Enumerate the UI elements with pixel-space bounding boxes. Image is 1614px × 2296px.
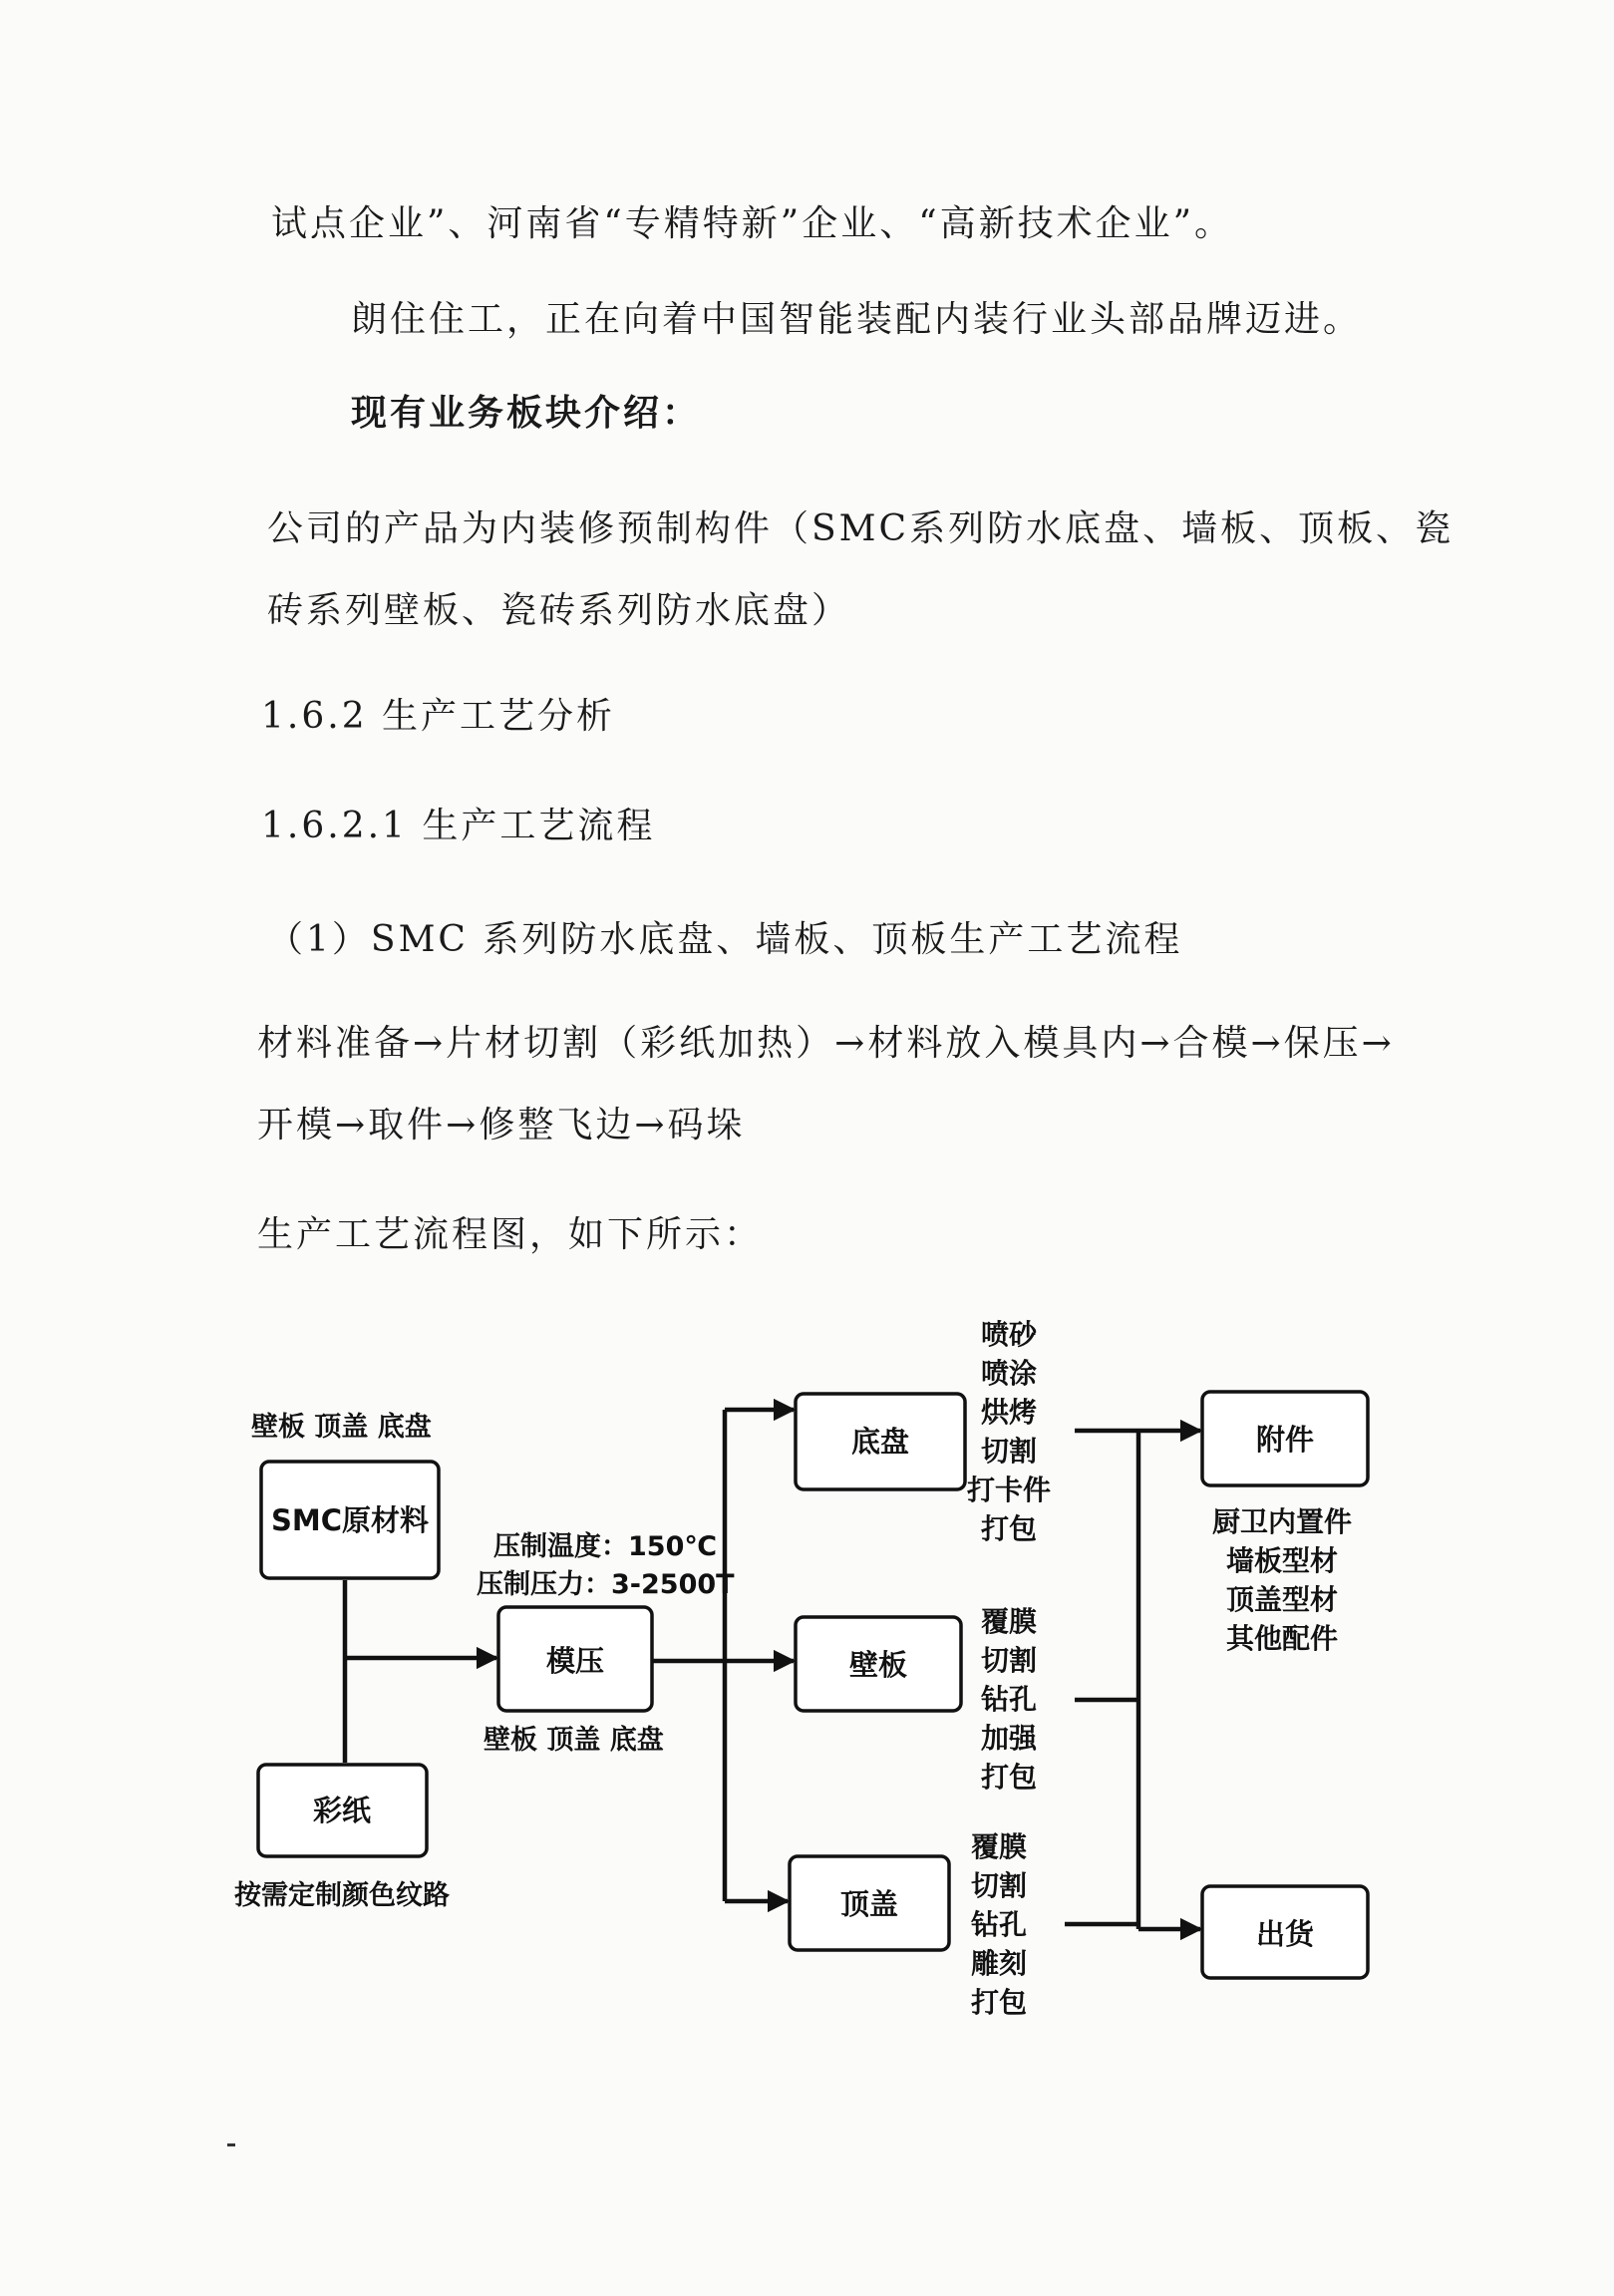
- node-mold-label: 模压: [545, 1644, 605, 1678]
- node-dipan-label: 底盘: [850, 1425, 910, 1459]
- subheading-smc-process: （1）SMC 系列防水底盘、墙板、顶板生产工艺流程: [267, 919, 1183, 960]
- flowchart-intro: 生产工艺流程图，如下所示：: [257, 1214, 764, 1255]
- step-dinggai-3: 雕刻: [970, 1947, 1028, 1980]
- node-dinggai-label: 顶盖: [839, 1887, 899, 1921]
- node-chuhuo-label: 出货: [1255, 1917, 1315, 1951]
- step-dinggai-0: 覆膜: [970, 1830, 1028, 1863]
- step-bban-1: 切割: [980, 1644, 1038, 1677]
- step-fujian-0: 厨卫内置件: [1211, 1505, 1353, 1538]
- step-dipan-4: 打卡件: [966, 1474, 1052, 1506]
- mold-bottom-label: 壁板 顶盖 底盘: [484, 1725, 664, 1756]
- heading-1-6-2: 1.6.2 生产工艺分析: [261, 696, 616, 737]
- steps-dipan-list: [967, 1318, 1051, 1545]
- step-dipan-2: 烘烤: [980, 1396, 1038, 1429]
- step-dinggai-2: 钻孔: [970, 1908, 1028, 1941]
- section-heading: 现有业务板块介绍：: [351, 392, 702, 434]
- process-line-1: 材料准备→片材切割（彩纸加热）→材料放入模具内→合模→保压→: [257, 1023, 1395, 1064]
- step-fujian-2: 顶盖型材: [1225, 1583, 1339, 1616]
- step-bban-3: 加强: [980, 1722, 1038, 1755]
- caizhi-bottom-label: 按需定制颜色纹路: [234, 1880, 450, 1911]
- step-dipan-0: 喷砂: [980, 1318, 1038, 1351]
- step-dipan-5: 打包: [980, 1512, 1038, 1545]
- process-line-2: 开模→取件→修整飞边→码垛: [257, 1105, 746, 1146]
- paragraph-3b: 砖系列壁板、瓷砖系列防水底盘）: [267, 590, 851, 631]
- step-fujian-1: 墙板型材: [1225, 1544, 1339, 1577]
- steps-fujian-list: [1212, 1505, 1352, 1655]
- step-dinggai-1: 切割: [970, 1869, 1028, 1902]
- paragraph-2: 朗住住工，正在向着中国智能装配内装行业头部品牌迈进。: [351, 299, 1363, 340]
- paragraph-1: 试点企业”、河南省“专精特新”企业、“高新技术企业”。: [271, 203, 1234, 244]
- press-temperature: 压制温度：150℃: [493, 1531, 718, 1562]
- step-fujian-3: 其他配件: [1225, 1622, 1339, 1655]
- press-pressure: 压制压力：3-2500T: [477, 1569, 735, 1600]
- node-fujian-label: 附件: [1255, 1423, 1315, 1457]
- node-caizhi-label: 彩纸: [312, 1794, 372, 1827]
- step-bban-2: 钻孔: [980, 1683, 1038, 1716]
- step-bban-0: 覆膜: [980, 1605, 1038, 1638]
- step-dipan-1: 喷涂: [980, 1357, 1038, 1390]
- step-dinggai-4: 打包: [970, 1986, 1028, 2019]
- steps-bban-list: [981, 1605, 1038, 1794]
- steps-dinggai-list: [971, 1830, 1027, 2019]
- heading-1-6-2-1: 1.6.2.1 生产工艺流程: [261, 806, 656, 846]
- node-smc-label: SMC原材料: [270, 1503, 430, 1537]
- smc-top-label: 壁板 顶盖 底盘: [251, 1412, 432, 1443]
- paragraph-3a: 公司的产品为内装修预制构件（SMC系列防水底盘、墙板、顶板、瓷: [267, 508, 1454, 549]
- page-mark: [227, 2143, 235, 2146]
- step-dipan-3: 切割: [980, 1435, 1038, 1468]
- node-bban-label: 壁板: [848, 1648, 908, 1682]
- step-bban-4: 打包: [980, 1761, 1038, 1794]
